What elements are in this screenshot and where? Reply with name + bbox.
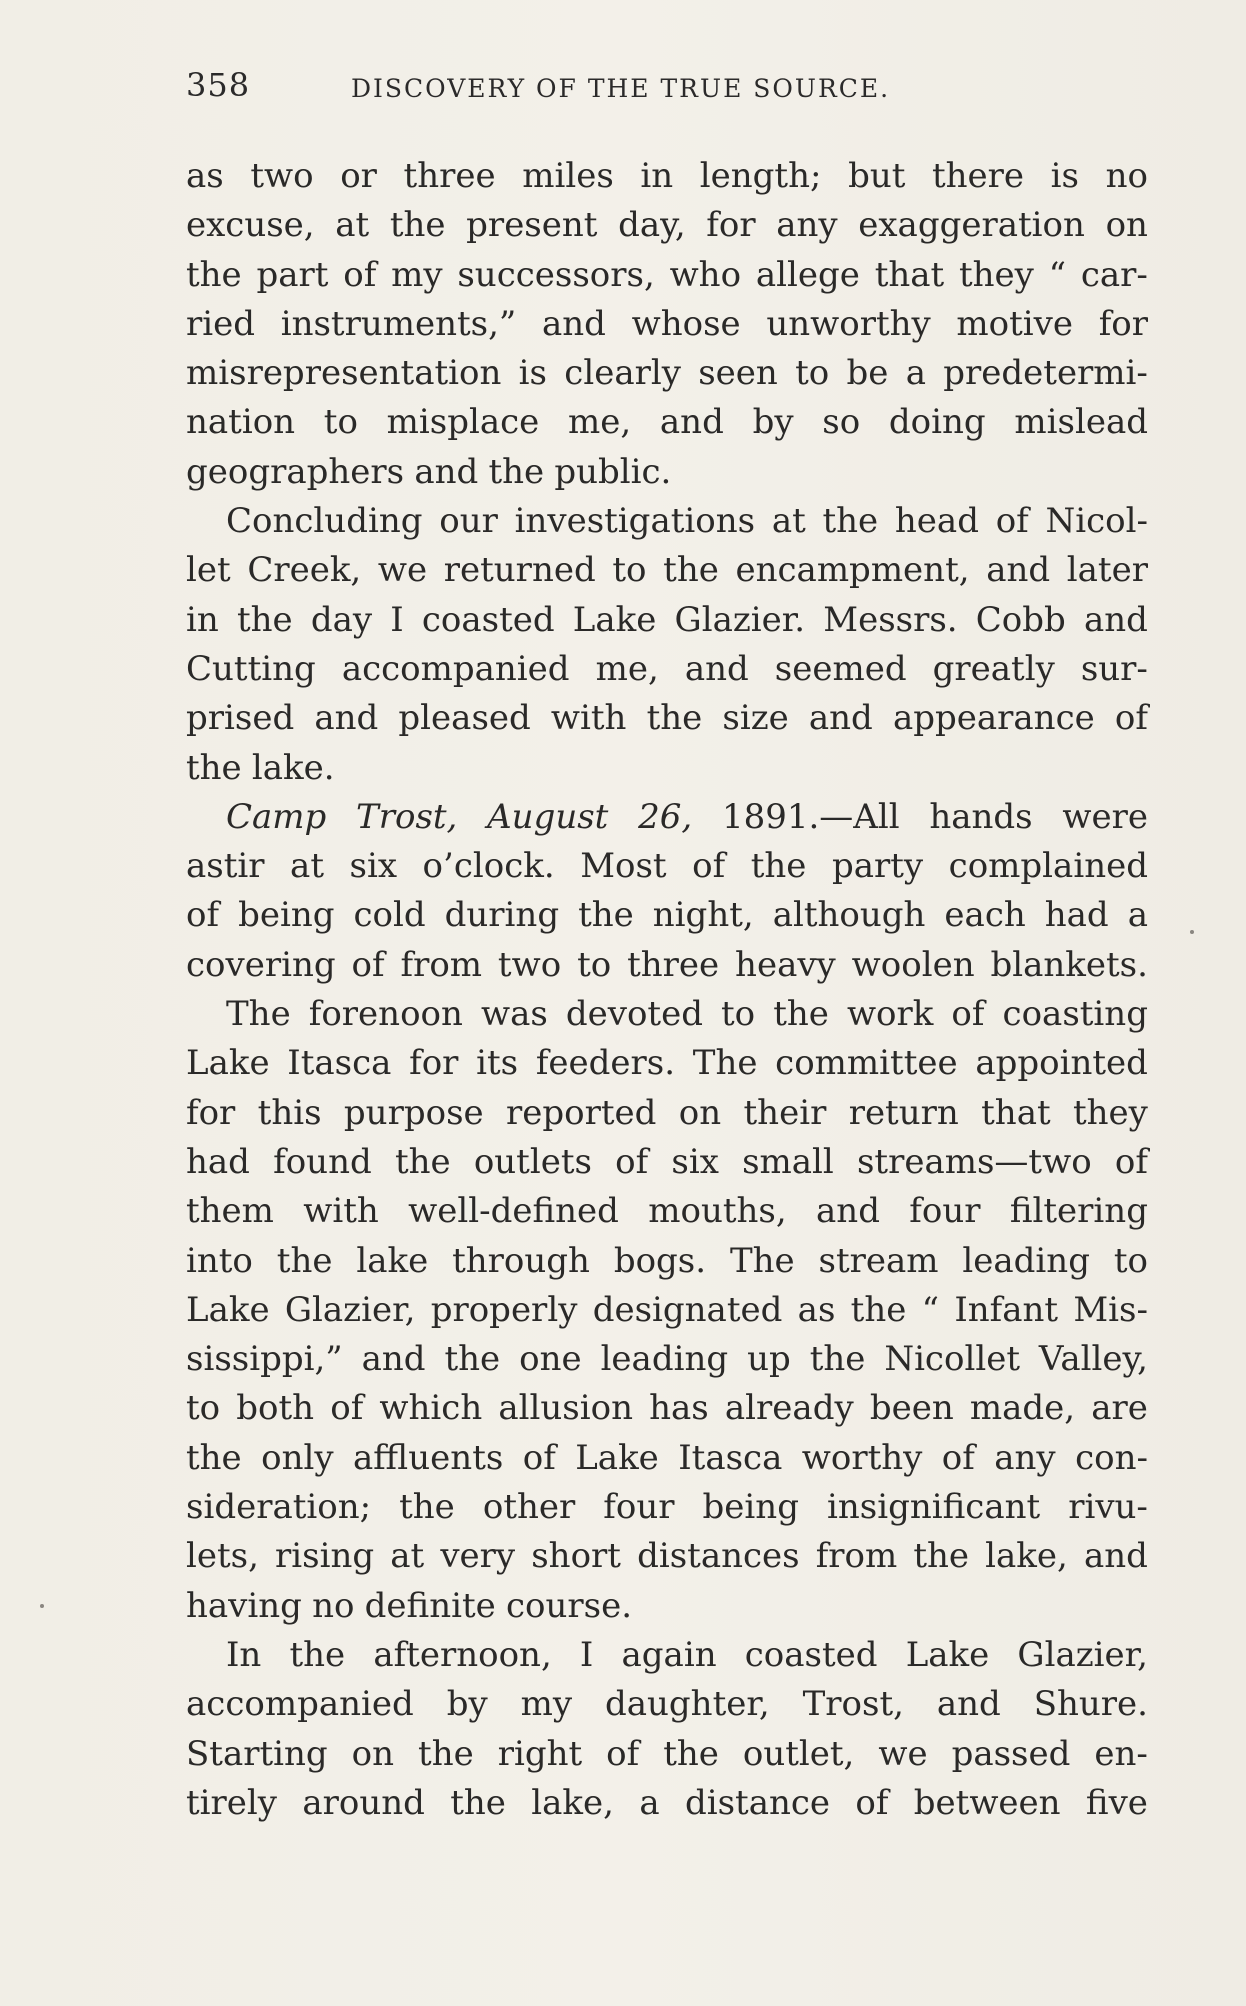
text-line: into the lake through bogs. The stream leading to [186,1240,1148,1281]
text-line: for this purpose reported on their return that they [186,1092,1148,1133]
text-line: excuse, at the present day, for any exaggeration on [186,205,1148,246]
text-line: nation to misplace me, and by so doing mislead [186,402,1148,443]
text-line: of being cold during the night, although each had a [186,895,1148,936]
text-line: had found the outlets of six small streams—two of [186,1141,1148,1182]
text-line: prised and pleased with the size and appearance of [186,698,1148,739]
text-line: sissippi,” and the one leading up the Nicollet Valley, [186,1339,1148,1380]
page-speck [40,1604,44,1608]
text-line: In the afternoon, I again coasted Lake Glazier, [226,1634,1148,1675]
text-line: having no definite course. [186,1585,633,1626]
text-line: accompanied by my daughter, Trost, and Shure. [186,1684,1148,1725]
text-line: the part of my successors, who allege that they “ car- [186,254,1148,295]
text-line: them with well-defined mouths, and four filtering [186,1191,1148,1232]
page-speck [1190,930,1194,934]
body-text [186,152,1148,1828]
text-line: sideration; the other four being insignificant rivu- [186,1487,1148,1528]
text-line: let Creek, we returned to the encampment, and later [186,550,1148,591]
text-line: The forenoon was devoted to the work of coasting [226,994,1148,1035]
running-title: DISCOVERY OF THE TRUE SOURCE. [351,74,891,103]
text-line: Cutting accompanied me, and seemed greatly sur- [186,648,1148,689]
text-line: geographers and the public. [186,451,672,492]
text-line: covering of from two to three heavy woolen blankets. [186,944,1148,985]
text-line: to both of which allusion has already been made, are [186,1388,1148,1429]
running-head [186,66,1146,118]
text-line: Lake Glazier, properly designated as the “ Infant Mis- [186,1289,1148,1330]
page-number: 358 [186,66,251,104]
text-line: tirely around the lake, a distance of between five [186,1782,1148,1823]
text-line: misrepresentation is clearly seen to be a predetermi- [186,353,1148,394]
text-line: ried instruments,” and whose unworthy motive for [186,303,1148,344]
text-line: the lake. [186,747,335,788]
text-line: Lake Itasca for its feeders. The committee appointed [186,1043,1148,1084]
text-line: Concluding our investigations at the head of Nicol- [226,501,1148,542]
text-line: astir at six o’clock. Most of the party complained [186,846,1148,887]
text-line: Starting on the right of the outlet, we passed en- [186,1733,1148,1774]
text-line: in the day I coasted Lake Glazier. Messrs. Cobb and [186,599,1148,640]
text-line: the only affluents of Lake Itasca worthy of any con- [186,1437,1148,1478]
text-line: Camp Trost, August 26, 1891.—All hands were [226,796,1148,837]
text-line: as two or three miles in length; but there is no [186,156,1148,196]
text-line: lets, rising at very short distances from the lake, and [186,1536,1148,1577]
